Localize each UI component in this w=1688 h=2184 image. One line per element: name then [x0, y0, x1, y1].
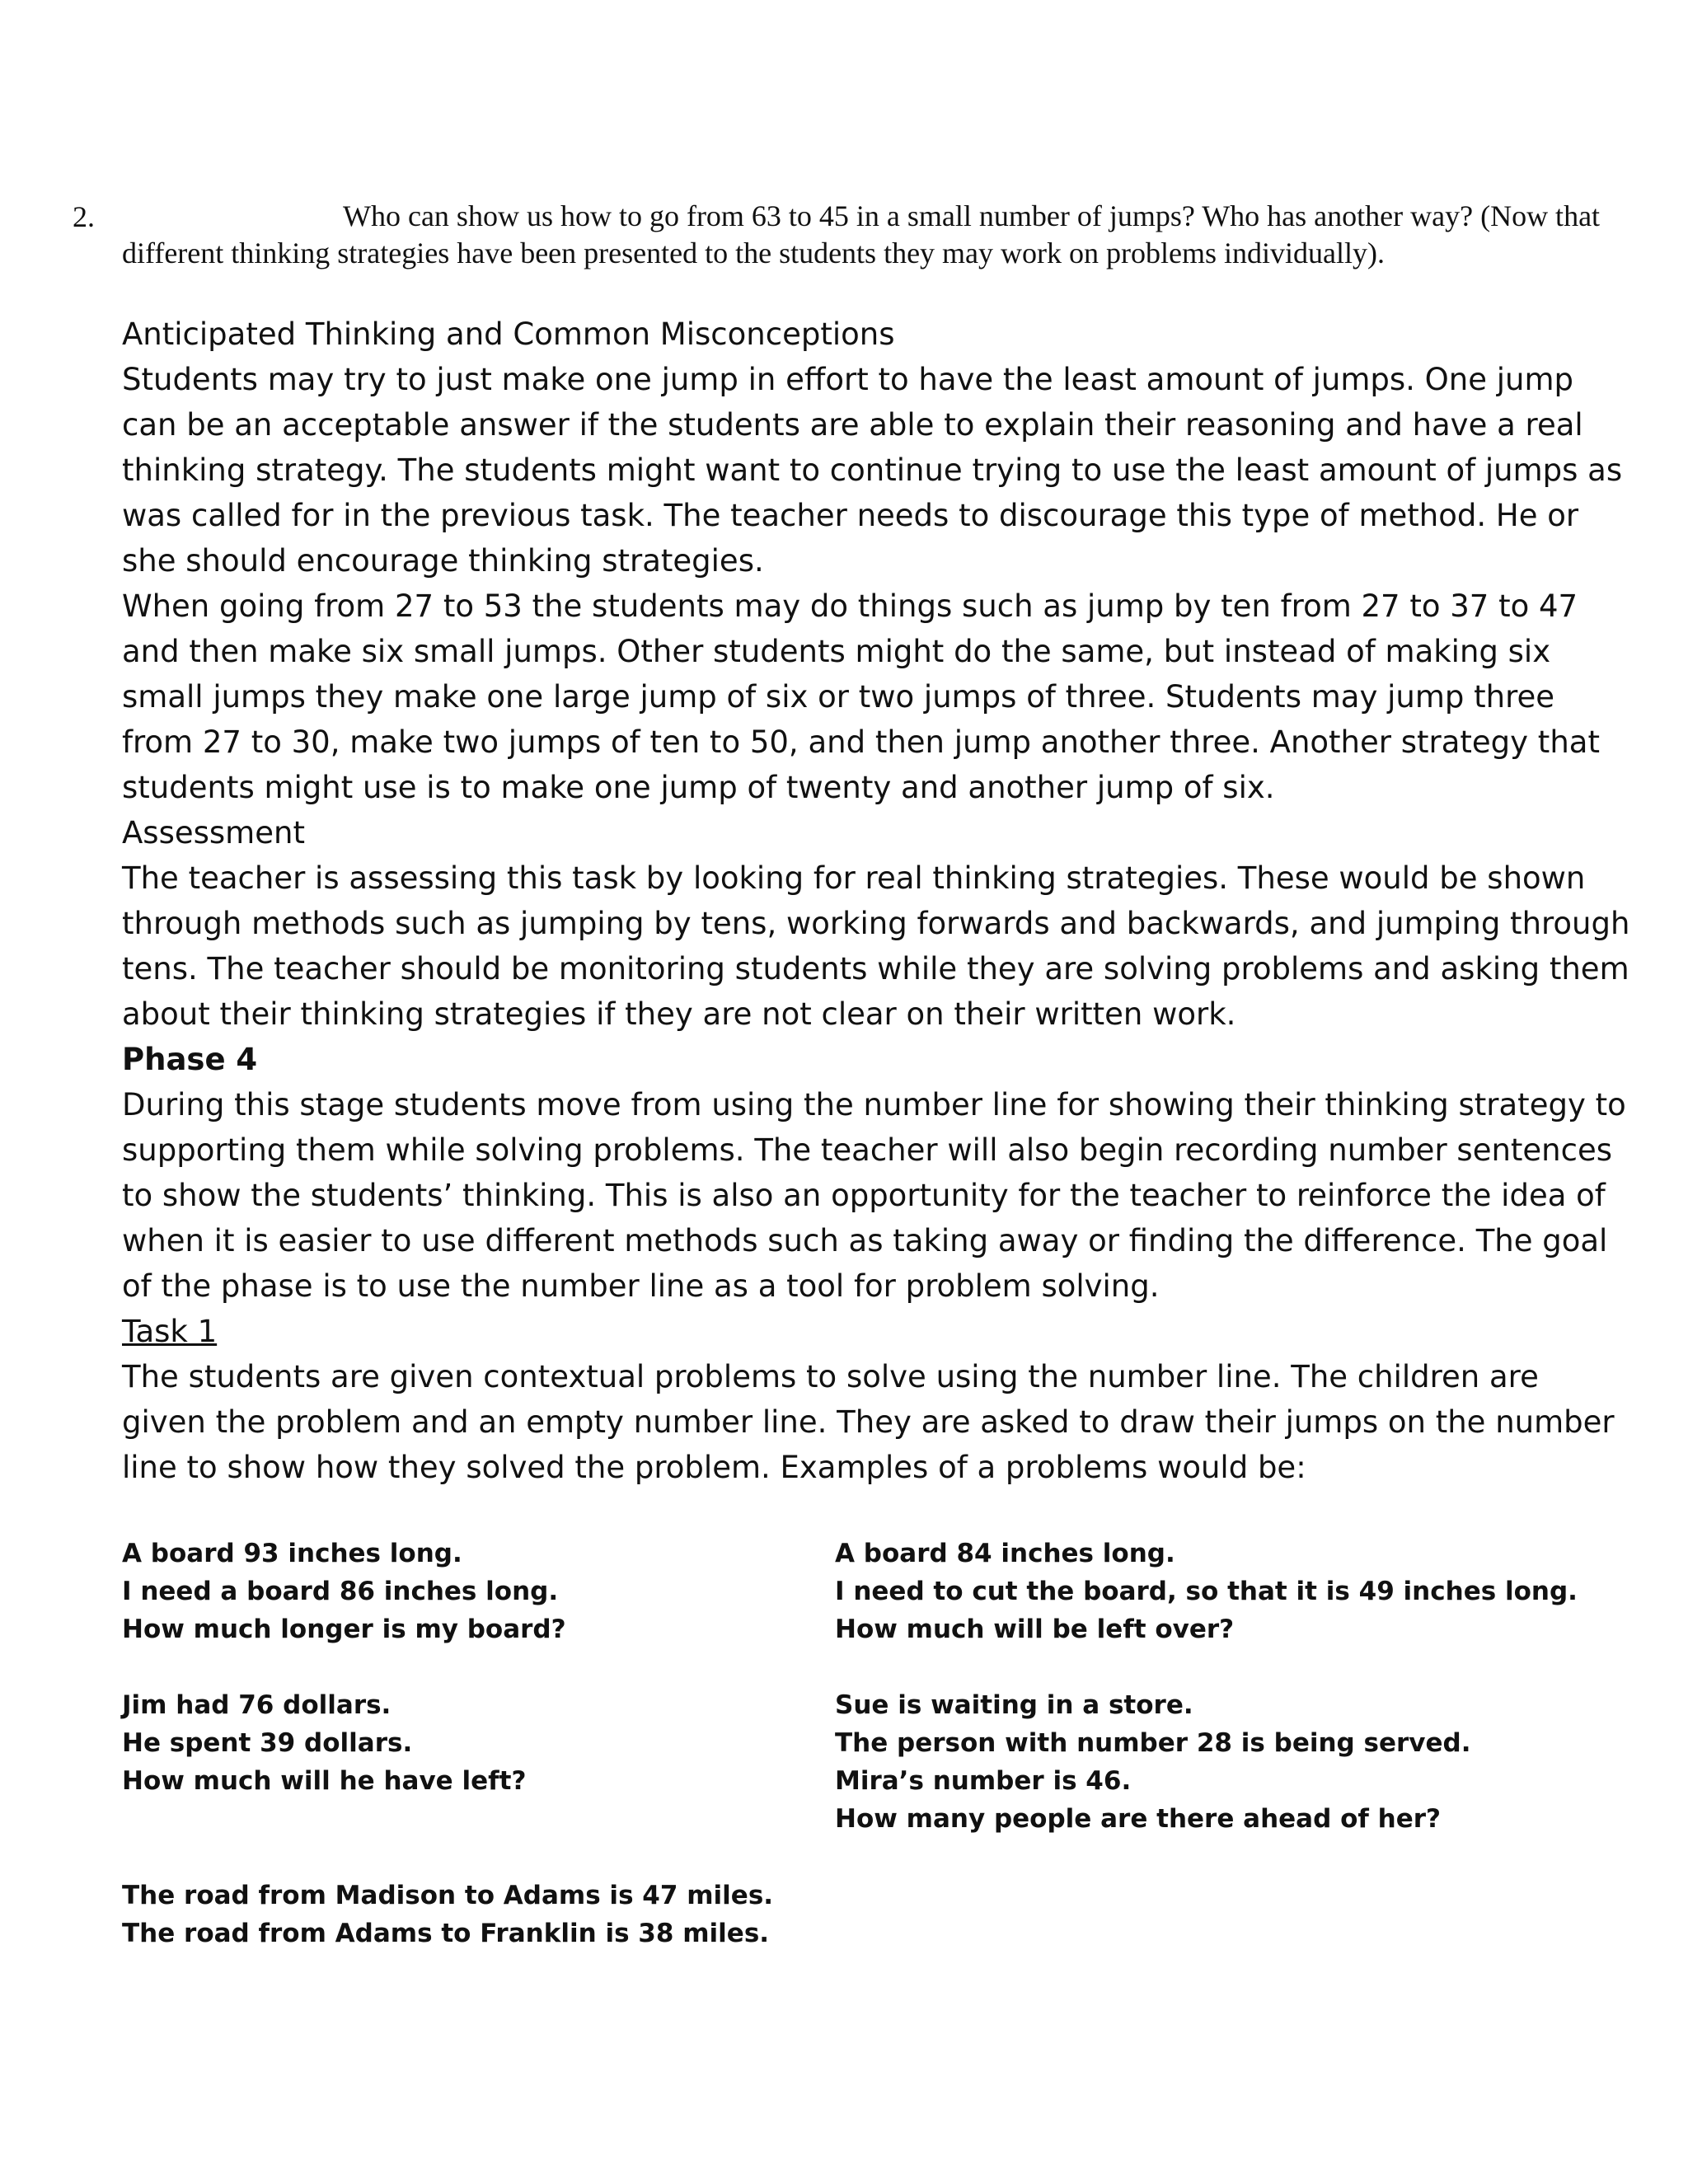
item-number: 2. [73, 200, 95, 233]
problem-line: A board 93 inches long. [122, 1539, 462, 1568]
problem-line: How many people are there ahead of her? [835, 1804, 1442, 1834]
problem-line: How much longer is my board? [122, 1615, 566, 1644]
problem-line: A board 84 inches long. [835, 1539, 1175, 1568]
problem-jim-dollars [122, 1686, 847, 1800]
problem-line: I need to cut the board, so that it is 49 inches long. [835, 1577, 1578, 1606]
problem-sue-store [835, 1686, 1560, 1838]
problem-road-miles [122, 1877, 847, 1952]
phase-paragraph: During this stage students move from using the number line for showing their thinking strategy to supporting them while solving problems. The teacher will also begin recording number sentences to show the students’ thinking. This is also an opportunity for the teacher to reinforce the idea of when it is easier to use different methods such as taking away or finding the difference. The goal of the phase is to use the number line as a tool for problem solving. [122, 1087, 1626, 1304]
task-heading: Task 1 [122, 1314, 218, 1349]
assessment-paragraph: The teacher is assessing this task by looking for real thinking strategies. These would be shown through methods such as jumping by tens, working forwards and backwards, and jumping through tens. The teacher should be monitoring students while they are solving problems and asking them about their thinking strategies if they are not clear on their written work. [122, 860, 1630, 1032]
problem-line: How much will be left over? [835, 1615, 1235, 1644]
task-heading-line [122, 1309, 1630, 1354]
problem-line: The road from Madison to Adams is 47 miles. [122, 1881, 774, 1910]
problem-line: Sue is waiting in a store. [835, 1690, 1193, 1720]
anticipated-paragraph-2: When going from 27 to 53 the students may do things such as jump by ten from 27 to 37 to 47 and then make six small jumps. Other students might do the same, but instead of making six small jumps they make one large jump of six or two jumps of three. Students may jump three from 27 to 30, make two jumps of ten to 50, and then jump another three. Another strategy that students might use is to make one jump of twenty and another jump of six. [122, 588, 1600, 805]
assessment-heading: Assessment [122, 815, 305, 851]
anticipated-heading: Anticipated Thinking and Common Misconceptions [122, 316, 895, 352]
problem-line: The person with number 28 is being served. [835, 1728, 1471, 1758]
task-paragraph: The students are given contextual problems to solve using the number line. The children are given the problem and an empty number line. They are asked to draw their jumps on the number line to show how they solved the problem. Examples of a problems would be: [122, 1359, 1615, 1485]
intro-question: Who can show us how to go from 63 to 45 in a small number of jumps? Who has another way? (Now that different thinking strategies have been presented to the students they may work on problems individually). [122, 199, 1601, 269]
problem-line: The road from Adams to Franklin is 38 miles. [122, 1919, 770, 1948]
problem-line: Mira’s number is 46. [835, 1766, 1132, 1796]
problem-board-93 [122, 1535, 847, 1648]
document-body [122, 312, 1630, 1490]
problem-line: How much will he have left? [122, 1766, 527, 1796]
problem-line: Jim had 76 dollars. [122, 1690, 392, 1720]
problem-board-84 [835, 1535, 1578, 1648]
problem-line: He spent 39 dollars. [122, 1728, 413, 1758]
problem-line: I need a board 86 inches long. [122, 1577, 559, 1606]
phase-heading: Phase 4 [122, 1042, 258, 1077]
anticipated-paragraph-1: Students may try to just make one jump in effort to have the least amount of jumps. One jump can be an acceptable answer if the students are able to explain their reasoning and have a real thinking strategy. The students might want to continue trying to use the least amount of jumps as was called for in the previous task. The teacher needs to discourage this type of method. He or she should encourage thinking strategies. [122, 362, 1623, 579]
